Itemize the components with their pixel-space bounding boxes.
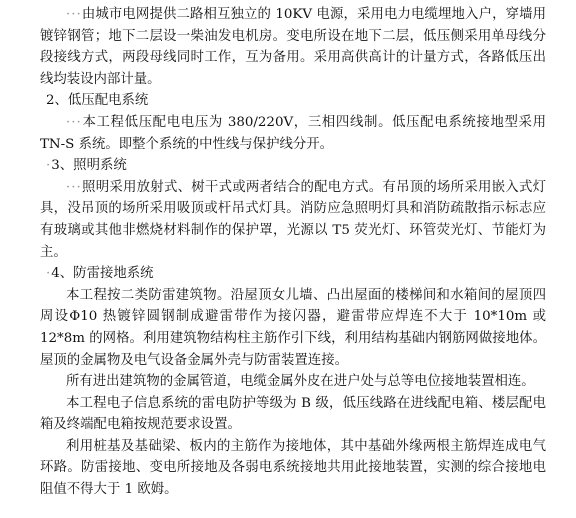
paragraph-text: 本工程电子信息系统的雷电防护等级为 B 级，低压线路在进线配电箱、楼层配电箱及终端配电箱按规范要求设置。	[40, 395, 546, 433]
section-heading-low-voltage	[40, 90, 546, 112]
paragraph-lighting	[40, 177, 546, 263]
paragraph-equipotential	[40, 371, 546, 393]
paragraph-text: 本工程按二类防雷建筑物。沿屋顶女儿墙、凸出屋面的楼梯间和水箱间的屋顶四周设Φ10 热镀锌圆钢制成避雷带作为接闪器，避雷带应焊连不大于 10*10m 或 12*8m 的网格。利用建筑物结构柱主筋作引下线，利用结构基础内钢筋网做接地体。屋顶的金属物及电气设备金属外壳与防雷装置连接。	[40, 287, 546, 368]
heading-text: 3、照明系统	[51, 158, 127, 174]
paragraph-text: 所有进出建筑物的金属管道，电缆金属外皮在进户处与总等电位接地装置相连。	[66, 374, 535, 390]
paragraph-grounding	[40, 436, 546, 501]
section-heading-lightning-protection	[40, 263, 546, 285]
heading-text: 4、防雷接地系统	[51, 266, 154, 282]
format-marker: ···	[66, 7, 82, 22]
paragraph-surge-protection	[40, 393, 546, 436]
paragraph-lightning-class	[40, 285, 546, 371]
paragraph-low-voltage	[40, 112, 546, 155]
paragraph-text: 本工程低压配电电压为 380/220V，三相四线制。低压配电系统接地型采用 TN-S 系统。即整个系统的中性线与保护线分开。	[40, 114, 546, 152]
format-marker: ·	[46, 158, 52, 174]
paragraph-power-supply	[40, 4, 546, 90]
format-marker: ···	[66, 114, 82, 130]
format-marker: ···	[66, 179, 82, 195]
paragraph-text: 由城市电网提供二路相互独立的 10KV 电源，采用电力电缆埋地入户，穿墙用镀锌钢管；地下二层设一柴油发电机房。变电所设在地下二层，低压侧采用单母线分段接线方式，两段母线同时工作，互为备用。采用高供高计的计量方式，各路低压出线均装设内部计量。	[40, 7, 546, 87]
format-marker: ·	[46, 266, 52, 282]
heading-text: 2、低压配电系统	[46, 93, 149, 109]
paragraph-text: 照明采用放射式、树干式或两者结合的配电方式。有吊顶的场所采用嵌入式灯具，没吊顶的场所采用吸顶或杆吊式灯具。消防应急照明灯具和消防疏散指示标志应有玻璃或其他非燃烧材料制作的保护罩，光源以 T5 荧光灯、环管荧光灯、节能灯为主。	[40, 179, 546, 260]
section-heading-lighting	[40, 155, 546, 177]
paragraph-text: 利用桩基及基础梁、板内的主筋作为接地体，其中基础外缘两根主筋焊连成电气环路。防雷接地、变电所接地及各弱电系统接地共用此接地装置，实测的综合接地电阻值不得大于 1 欧姆。	[40, 438, 546, 498]
